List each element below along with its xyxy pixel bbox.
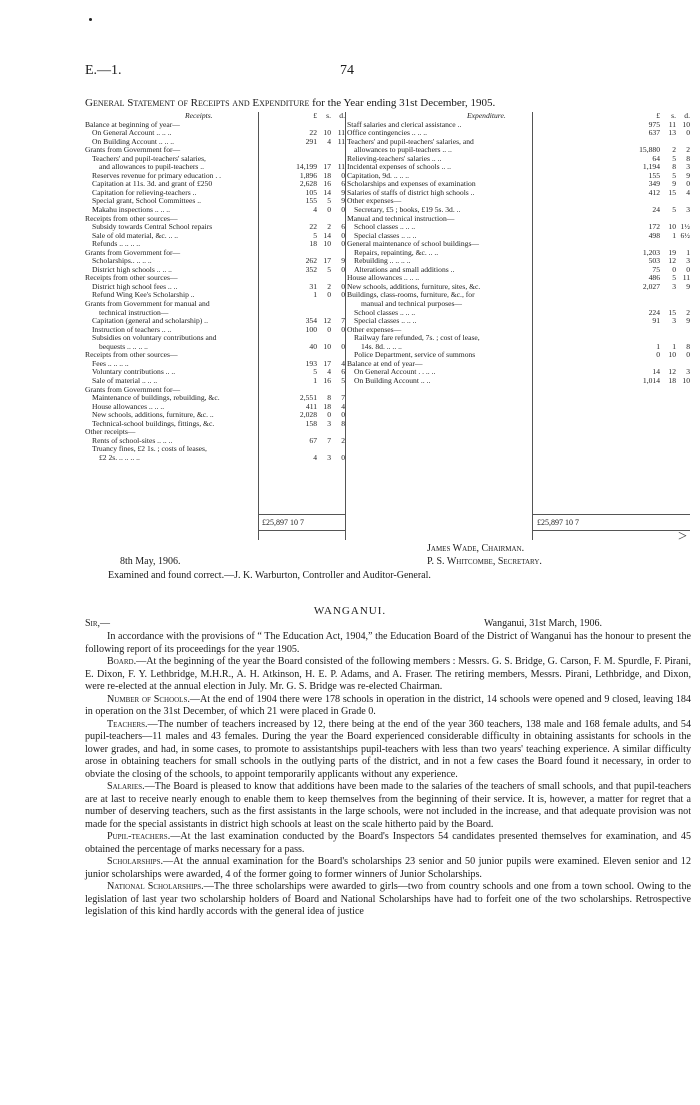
- expenditure-amount-shillings: 11: [668, 119, 676, 129]
- receipts-row-label: Refund Wing Kee's Scholarship ..: [92, 290, 195, 300]
- receipts-amount-pence: 0: [341, 205, 345, 215]
- paragraph-text: —At the end of 1904 there were 178 schools in operation in the district, 14 schools were opened and 9 closed, leaving 184 in operation on the 31st December, of which 21 were placed in Grade 0.: [85, 693, 691, 717]
- expenditure-amount-pounds: 15,880: [639, 145, 660, 155]
- expenditure-row-amount: [622, 377, 690, 386]
- expenditure-amount-pence: 2: [686, 307, 690, 317]
- receipts-row-label: House allowances .. .. ..: [92, 401, 165, 411]
- expenditure-ledger: [347, 112, 690, 386]
- expenditure-amount-pence: 4: [686, 187, 690, 197]
- receipts-row-label: Sale of material .. .. ..: [92, 375, 158, 385]
- expenditure-amount-pence: 9: [686, 170, 690, 180]
- receipts-row-label: On General Account .. .. ..: [92, 128, 172, 138]
- receipts-amount-shillings: 17: [323, 358, 331, 368]
- receipts-row-label: £2 2s. .. .. .. ..: [99, 452, 140, 462]
- report-paragraph: [85, 719, 691, 782]
- expenditure-row-label: Office contingencies .. .. ..: [347, 128, 427, 138]
- receipts-amount-pence: 0: [341, 239, 345, 249]
- receipts-amount-shillings: 10: [323, 128, 331, 138]
- expenditure-amount-shillings: 10: [668, 350, 676, 360]
- receipts-amount-pounds: 2,028: [299, 410, 317, 420]
- expenditure-amount-pounds: 224: [648, 307, 660, 317]
- expenditure-row-label: Other expenses—: [347, 324, 402, 334]
- expenditure-amount-pounds: 172: [648, 222, 660, 232]
- expenditure-row-label: On General Account . . .. ..: [354, 367, 436, 377]
- receipts-row-label: New schools, additions, furniture, &c. ..: [92, 410, 214, 420]
- expenditure-row-label: School classes .. .. ..: [354, 222, 416, 232]
- receipts-amount-pounds: 105: [305, 187, 317, 197]
- expenditure-amount-shillings: 1: [672, 341, 676, 351]
- expenditure-row-label: Relieving-teachers' salaries .. ..: [347, 153, 442, 163]
- expenditure-row-label: Salaries of staffs of district high schools ..: [347, 187, 475, 197]
- expenditure-row-label: Railway fare refunded, 7s. ; cost of lease,: [354, 333, 480, 343]
- receipts-row-label: Capitation (general and scholarship) ..: [92, 316, 208, 326]
- expenditure-amount-pounds: 486: [648, 273, 660, 283]
- expenditure-amount-pounds: 637: [648, 128, 660, 138]
- paragraph-lead: National Scholarships.: [107, 881, 204, 892]
- receipts-row-label: Reserves revenue for primary education . .: [92, 170, 222, 180]
- expenditure-amount-pounds: 91: [652, 316, 660, 326]
- expenditure-row-label: Balance at end of year—: [347, 358, 423, 368]
- expenditure-amount-shillings: 3: [672, 316, 676, 326]
- expenditure-amount-shillings: 8: [672, 162, 676, 172]
- receipts-row-amount: [283, 343, 345, 352]
- receipts-amount-shillings: 5: [327, 264, 331, 274]
- receipts-row-amount: [283, 437, 345, 446]
- receipts-amount-pounds: 352: [305, 264, 317, 274]
- receipts-row-label: bequests .. .. .. ..: [99, 341, 148, 351]
- expenditure-total: £25,897 10 7: [537, 518, 579, 527]
- expenditure-amount-pounds: 14: [652, 367, 660, 377]
- expenditure-amount-pence: 11: [682, 273, 690, 283]
- receipts-amount-pence: 0: [341, 264, 345, 274]
- receipts-amount-pence: 0: [341, 290, 345, 300]
- receipts-amount-pence: 0: [341, 410, 345, 420]
- receipts-row: [85, 454, 345, 463]
- expenditure-row-label: Capitation, 9d. .. .. ..: [347, 170, 410, 180]
- expenditure-amount-pence: 10: [682, 119, 690, 129]
- expenditure-amount-shillings: 13: [668, 128, 676, 138]
- expenditure-amount-pounds: 64: [652, 153, 660, 163]
- chairman-signature: James Wade, Chairman.: [427, 543, 525, 554]
- statement-title-suffix: for the Year ending 31st December, 1905.: [312, 97, 496, 109]
- receipts-row-label: Grants from Government for manual and: [85, 299, 210, 309]
- receipts-amount-pence: 2: [341, 435, 345, 445]
- receipts-row-label: Subsidy towards Central School repairs: [92, 222, 213, 232]
- receipts-row-label: District high school fees .. ..: [92, 281, 178, 291]
- report-body: [85, 631, 691, 919]
- receipts-amount-pence: 9: [341, 196, 345, 206]
- receipts-amount-pence: 0: [341, 170, 345, 180]
- paragraph-text: —The three scholarships were awarded to girls—two from country schools and one from a town school. Owing to the legislation of last year two scholarship holders of Board and National Scholarships have had to forfeit one of the two scholarships. Retrospective legislation of this kind hardly accords with the general idea of justice: [85, 881, 692, 917]
- page-number: 74: [340, 63, 354, 78]
- receipts-amount-shillings: 8: [327, 393, 331, 403]
- receipts-amount-pence: 7: [341, 393, 345, 403]
- receipts-amount-shillings: 3: [327, 418, 331, 428]
- expenditure-amount-shillings: 15: [668, 187, 676, 197]
- receipts-total-underline: [258, 530, 345, 531]
- receipts-row-label: Refunds .. .. .. ..: [92, 239, 141, 249]
- expenditure-row-amount: [622, 283, 690, 292]
- expenditure-amount-shillings: 5: [672, 205, 676, 215]
- receipts-row-label: Fees .. .. .. ..: [92, 358, 129, 368]
- expenditure-amount-shillings: 19: [668, 247, 676, 257]
- expenditure-currency-header: £ s. d.: [656, 111, 690, 120]
- receipts-amount-pence: 4: [341, 401, 345, 411]
- expenditure-row-label: Staff salaries and clerical assistance ..: [347, 119, 462, 129]
- receipts-row-label: Technical-school buildings, fittings, &c.: [92, 418, 215, 428]
- receipts-row-label: Grants from Government for—: [85, 384, 181, 394]
- receipts-row-label: and allowances to pupil-teachers ..: [99, 162, 205, 172]
- receipts-amount-shillings: 16: [323, 179, 331, 189]
- expenditure-amount-pounds: 1: [656, 341, 660, 351]
- receipts-row-label: Maintenance of buildings, rebuilding, &c.: [92, 393, 220, 403]
- expenditure-row-label: allowances to pupil-teachers .. ..: [354, 145, 452, 155]
- expenditure-heading: Expenditure.: [467, 111, 506, 120]
- expenditure-amount-pence: 0: [686, 128, 690, 138]
- expenditure-row-label: Buildings, class-rooms, furniture, &c., for: [347, 290, 475, 300]
- receipts-row-label: Grants from Government for—: [85, 247, 181, 257]
- receipts-amount-pence: 0: [341, 324, 345, 334]
- receipts-amount-pounds: 14,199: [296, 162, 317, 172]
- expenditure-amount-pounds: 24: [652, 205, 660, 215]
- expenditure-amount-pence: 3: [686, 205, 690, 215]
- receipts-row-label: On Building Account .. .. ..: [92, 136, 175, 146]
- expenditure-amount-pounds: 0: [656, 350, 660, 360]
- expenditure-amount-pence: 0: [686, 179, 690, 189]
- expenditure-amount-shillings: 10: [668, 222, 676, 232]
- receipts-row-label: Receipts from other sources—: [85, 273, 178, 283]
- receipts-amount-pence: 0: [341, 281, 345, 291]
- receipts-ledger: [85, 112, 345, 462]
- center-rule: [345, 112, 346, 540]
- receipts-amount-pence: 6: [341, 222, 345, 232]
- expenditure-row-label: House allowances .. .. ..: [347, 273, 420, 283]
- receipts-row-label: Scholarships.. .. .. ..: [92, 256, 152, 266]
- receipts-amount-pounds: 2,628: [299, 179, 317, 189]
- expenditure-amount-shillings: 9: [672, 179, 676, 189]
- receipts-amount-pence: 0: [341, 452, 345, 462]
- expenditure-row-label: Repairs, repainting, &c. .. ..: [354, 247, 439, 257]
- receipts-row-label: Other receipts—: [85, 427, 136, 437]
- expenditure-amount-pence: 3: [686, 162, 690, 172]
- expenditure-amount-pence: 8: [686, 341, 690, 351]
- expenditure-row-label: School classes .. .. ..: [354, 307, 416, 317]
- expenditure-amount-pence: 2: [686, 145, 690, 155]
- receipts-row-label: District high schools .. .. ..: [92, 264, 172, 274]
- receipts-amount-pounds: 67: [309, 435, 317, 445]
- expenditure-amount-pence: 3: [686, 367, 690, 377]
- expenditure-amount-shillings: 15: [668, 307, 676, 317]
- receipts-amount-shillings: 10: [323, 341, 331, 351]
- expenditure-row-amount: [622, 129, 690, 138]
- receipts-amount-pounds: 1: [313, 375, 317, 385]
- paragraph-text: —The Board is pleased to know that additions have been made to the salaries of the teachers of small schools, and that pupil-teachers are at last to receive nearly enough to enable them to keep themselves from the beginning of their service. It is, however, a matter for regret that a number of deserving teachers, such as the first assistants in the large schools, were not included in the increase, and that adequate provision was not made for the special assistants in district high schools at least on the scale hitherto paid by the Board.: [85, 781, 691, 830]
- receipts-amount-shillings: 2: [327, 281, 331, 291]
- expenditure-row-label: On Building Account .. ..: [354, 375, 431, 385]
- receipts-row-label: technical instruction—: [99, 307, 169, 317]
- expenditure-amount-pence: 1: [686, 247, 690, 257]
- expenditure-row-label: Rebuilding .. .. .. ..: [354, 256, 411, 266]
- receipts-amount-shillings: 14: [323, 230, 331, 240]
- paragraph-text: —At the beginning of the year the Board consisted of the following members : Messrs. G. S. Bridge, G. Carson, F. M. Spurdle, F. Pirani, E. Dixon, F. Y. Lethbridge, M.H.R., A. H. Atkinson, H. E. P. Adams, and A. Fraser. The retiring members, Messrs. Pirani, Lethbridge, and Dixon, were re-elected at the annual election in July. Mr. G. S. Bridge was re-elected Chairman.: [85, 656, 691, 692]
- expenditure-amount-pounds: 1,014: [642, 375, 660, 385]
- margin-mark: >: [678, 528, 688, 545]
- paragraph-text: —The number of teachers increased by 12, there being at the end of the year 360 teachers, 138 male and 168 female adults, and 54 pupil-teachers—11 males and 43 females. During the year the Board experienced considerable difficulty in obtaining assistants for schools in the lower grades, and had, in some cases, to promote to assistantships pupil-teachers with less than two years' teaching experience. A similar difficulty arose in obtaining teachers for small schools in the outlying parts of the district, and in not a few cases the Board found it necessary, in order to obviate the closing of the schools, to appoint temporarily applicants without any experience.: [85, 718, 691, 780]
- report-paragraph: [85, 881, 691, 919]
- paragraph-lead: Number of Schools.: [107, 693, 190, 705]
- expenditure-amount-pounds: 503: [648, 256, 660, 266]
- receipts-amount-pence: 9: [341, 256, 345, 266]
- receipts-row-amount: [283, 377, 345, 386]
- receipts-amount-pounds: 100: [305, 324, 317, 334]
- paragraph-lead: Board.: [107, 656, 137, 667]
- receipts-amount-pounds: 291: [305, 136, 317, 146]
- receipts-amount-pounds: 155: [305, 196, 317, 206]
- receipts-amount-pounds: 1: [313, 290, 317, 300]
- receipts-amount-shillings: 12: [323, 316, 331, 326]
- salutation: Sir,—: [85, 618, 111, 629]
- receipts-amount-pounds: 4: [313, 452, 317, 462]
- receipts-amount-pence: 11: [337, 162, 345, 172]
- expenditure-amount-pence: 9: [686, 316, 690, 326]
- receipts-amount-pence: 6: [341, 367, 345, 377]
- expenditure-amount-shillings: 12: [668, 256, 676, 266]
- receipts-row-label: Truancy fines, £2 1s. ; costs of leases,: [92, 444, 207, 454]
- receipts-amount-pounds: 411: [305, 401, 317, 411]
- expenditure-row-label: Special classes .. .. ..: [354, 316, 417, 326]
- receipts-row-label: Capitation at 11s. 3d. and grant of £250: [92, 179, 213, 189]
- expenditure-amount-pounds: 349: [648, 179, 660, 189]
- receipts-amount-pence: 7: [341, 316, 345, 326]
- receipts-row-amount: [283, 138, 345, 147]
- receipts-amount-pence: 11: [337, 128, 345, 138]
- paragraph-lead: Pupil-teachers.: [107, 831, 171, 842]
- receipts-amount-pounds: 354: [305, 316, 317, 326]
- receipts-amount-pence: 0: [341, 341, 345, 351]
- expenditure-row-label: Teachers' and pupil-teachers' salaries, and: [347, 136, 474, 146]
- expenditure-row-amount: [622, 189, 690, 198]
- receipts-row-label: Teachers' and pupil-teachers' salaries,: [92, 153, 206, 163]
- expenditure-amount-pence: 0: [686, 264, 690, 274]
- expenditure-row-label: Special classes .. .. ..: [354, 230, 417, 240]
- receipts-row-label: Grants from Government for—: [85, 145, 181, 155]
- paragraph-text: —At the last examination conducted by the Board's Inspectors 54 candidates presented themselves for examination, and 45 obtained the percentage of marks necessary for a pass.: [85, 831, 691, 855]
- receipts-row-label: Instruction of teachers .. ..: [92, 324, 172, 334]
- receipts-row-label: Rents of school-sites .. .. ..: [92, 435, 173, 445]
- receipts-amount-pounds: 5: [313, 230, 317, 240]
- expenditure-amount-pence: 3: [686, 256, 690, 266]
- receipts-amount-shillings: 17: [323, 162, 331, 172]
- receipts-amount-pounds: 2,551: [299, 393, 317, 403]
- expenditure-amount-pounds: 498: [648, 230, 660, 240]
- receipts-amount-shillings: 10: [323, 239, 331, 249]
- receipts-amount-pounds: 40: [309, 341, 317, 351]
- receipts-row-label: Receipts from other sources—: [85, 213, 178, 223]
- receipts-amount-pounds: 31: [309, 281, 317, 291]
- expenditure-total-rule: [532, 514, 690, 515]
- receipts-amount-shillings: 5: [327, 196, 331, 206]
- receipts-amount-pounds: 158: [305, 418, 317, 428]
- expenditure-row-label: Incidental expenses of schools .. ..: [347, 162, 451, 172]
- expenditure-amount-pence: 10: [682, 375, 690, 385]
- receipts-row-label: Balance at beginning of year—: [85, 119, 180, 129]
- receipts-row-label: Makahu inspections .. .. ..: [92, 205, 171, 215]
- expenditure-amount-pounds: 75: [652, 264, 660, 274]
- receipts-row-amount: [283, 240, 345, 249]
- expenditure-row-amount: [622, 232, 690, 241]
- receipts-amount-pounds: 22: [309, 128, 317, 138]
- expenditure-row-label: Manual and technical instruction—: [347, 213, 455, 223]
- report-paragraph: [85, 694, 691, 719]
- report-paragraph: [85, 656, 691, 694]
- expenditure-amount-pence: 1½: [680, 222, 690, 232]
- section-title: WANGANUI.: [313, 605, 387, 617]
- receipts-amount-shillings: 17: [323, 256, 331, 266]
- receipts-row-amount: [283, 454, 345, 463]
- expenditure-amount-pence: 8: [686, 153, 690, 163]
- receipts-amount-pounds: 262: [305, 256, 317, 266]
- receipts-amount-pence: 6: [341, 179, 345, 189]
- receipts-currency-header: £ s. d.: [313, 111, 345, 120]
- receipts-amount-shillings: 4: [327, 136, 331, 146]
- expenditure-row-label: manual and technical purposes—: [361, 299, 463, 309]
- expenditure-row-label: Police Department, service of summons: [354, 350, 476, 360]
- expenditure-amount-pence: 9: [686, 281, 690, 291]
- receipts-row-label: Capitation for relieving-teachers ..: [92, 187, 197, 197]
- expenditure-row-label: Secretary, £5 ; books, £19 5s. 3d. ..: [354, 205, 461, 215]
- receipts-amount-shillings: 4: [327, 367, 331, 377]
- receipts-amount-shillings: 0: [327, 410, 331, 420]
- report-paragraph: [85, 856, 691, 881]
- receipts-amount-pounds: 5: [313, 367, 317, 377]
- print-speck: [89, 18, 92, 21]
- expenditure-amount-pounds: 1,203: [642, 247, 660, 257]
- expenditure-amount-shillings: 1: [672, 230, 676, 240]
- expenditure-amount-pence: 6½: [680, 230, 690, 240]
- expenditure-row-amount: [622, 351, 690, 360]
- receipts-heading: Receipts.: [185, 111, 213, 120]
- paragraph-text: —At the annual examination for the Board's scholarships 23 senior and 50 junior pupils were examined. Eleven senior and 12 junior scholarships were awarded, 4 of the former going to former winners of Junior Scholarships.: [85, 856, 691, 880]
- expenditure-row-amount: [622, 317, 690, 326]
- receipts-amount-pounds: 4: [313, 205, 317, 215]
- expenditure-row: [347, 377, 690, 386]
- expenditure-row-label: 14s. 8d. .. .. ..: [361, 341, 402, 351]
- signoff-date: 8th May, 1906.: [120, 556, 181, 567]
- expenditure-amount-pence: 0: [686, 350, 690, 360]
- expenditure-amount-shillings: 0: [672, 264, 676, 274]
- expenditure-amount-pounds: 975: [648, 119, 660, 129]
- expenditure-row-label: General maintenance of school buildings—: [347, 239, 480, 249]
- receipts-amount-shillings: 0: [327, 324, 331, 334]
- receipts-row-amount: [283, 420, 345, 429]
- paragraph-lead: Salaries.: [107, 781, 145, 792]
- statement-title: [85, 97, 685, 109]
- receipts-row-amount: [283, 291, 345, 300]
- secretary-signature: P. S. Whitcombe, Secretary.: [427, 556, 542, 567]
- receipts-row-amount: [283, 206, 345, 215]
- receipts-row-label: Receipts from other sources—: [85, 350, 178, 360]
- receipts-row-label: Subsidies on voluntary contributions and: [92, 333, 217, 343]
- receipts-amount-shillings: 18: [323, 401, 331, 411]
- expenditure-amount-shillings: 12: [668, 367, 676, 377]
- receipts-amount-shillings: 14: [323, 187, 331, 197]
- receipts-amount-shillings: 16: [323, 375, 331, 385]
- report-paragraph: [85, 831, 691, 856]
- receipts-amount-shillings: 0: [327, 205, 331, 215]
- receipts-total: £25,897 10 7: [262, 518, 304, 527]
- receipts-row-amount: [283, 266, 345, 275]
- document-code: E.—1.: [85, 63, 122, 78]
- receipts-amount-pence: 4: [341, 358, 345, 368]
- receipts-row-label: Voluntary contributions .. ..: [92, 367, 176, 377]
- receipts-amount-pence: 5: [341, 375, 345, 385]
- report-paragraph: [85, 781, 691, 831]
- place-date: Wanganui, 31st March, 1906.: [484, 618, 603, 629]
- receipts-amount-pounds: 1,896: [299, 170, 317, 180]
- receipts-total-rule: [258, 514, 345, 515]
- paragraph-text: In accordance with the provisions of “ The Education Act, 1904,” the Education Board of the District of Wanganui has the honour to present the following report of its proceedings for the year 1905.: [85, 631, 691, 655]
- expenditure-row-label: New schools, additions, furniture, sites, &c.: [347, 281, 481, 291]
- expenditure-amount-shillings: 5: [672, 170, 676, 180]
- receipts-amount-pence: 11: [337, 136, 345, 146]
- report-paragraph: [85, 631, 691, 656]
- receipts-row-label: Sale of old material, &c. .. ..: [92, 230, 179, 240]
- expenditure-amount-shillings: 5: [672, 273, 676, 283]
- receipts-row-label: Special grant, School Committees ..: [92, 196, 202, 206]
- expenditure-row-amount: [622, 206, 690, 215]
- expenditure-amount-shillings: 5: [672, 153, 676, 163]
- receipts-amount-shillings: 2: [327, 222, 331, 232]
- receipts-amount-pounds: 193: [305, 358, 317, 368]
- expenditure-row-label: Scholarships and expenses of examination: [347, 179, 476, 189]
- receipts-amount-pence: 9: [341, 187, 345, 197]
- receipts-amount-pence: 0: [341, 230, 345, 240]
- audit-statement: Examined and found correct.—J. K. Warburton, Controller and Auditor-General.: [108, 570, 431, 581]
- receipts-amount-pounds: 18: [309, 239, 317, 249]
- expenditure-row-label: Alterations and small additions ..: [354, 264, 455, 274]
- receipts-amount-shillings: 0: [327, 290, 331, 300]
- paragraph-lead: Scholarships.: [107, 856, 163, 867]
- paragraph-lead: Teachers.: [107, 718, 148, 730]
- receipts-amount-shillings: 3: [327, 452, 331, 462]
- receipts-amount-shillings: 7: [327, 435, 331, 445]
- receipts-amount-shillings: 18: [323, 170, 331, 180]
- expenditure-row-label: Other expenses—: [347, 196, 402, 206]
- expenditure-amount-pounds: 412: [648, 187, 660, 197]
- expenditure-amount-pounds: 2,027: [642, 281, 660, 291]
- expenditure-amount-shillings: 3: [672, 281, 676, 291]
- expenditure-amount-pounds: 155: [648, 170, 660, 180]
- expenditure-amount-pounds: 1,194: [642, 162, 660, 172]
- receipts-amount-pounds: 22: [309, 222, 317, 232]
- receipts-row-amount: [283, 326, 345, 335]
- expenditure-amount-shillings: 18: [668, 375, 676, 385]
- statement-title-prefix: General Statement of Receipts and Expenditure: [85, 97, 310, 109]
- expenditure-total-underline: [532, 530, 690, 531]
- expenditure-amount-shillings: 2: [672, 145, 676, 155]
- receipts-amount-pence: 8: [341, 418, 345, 428]
